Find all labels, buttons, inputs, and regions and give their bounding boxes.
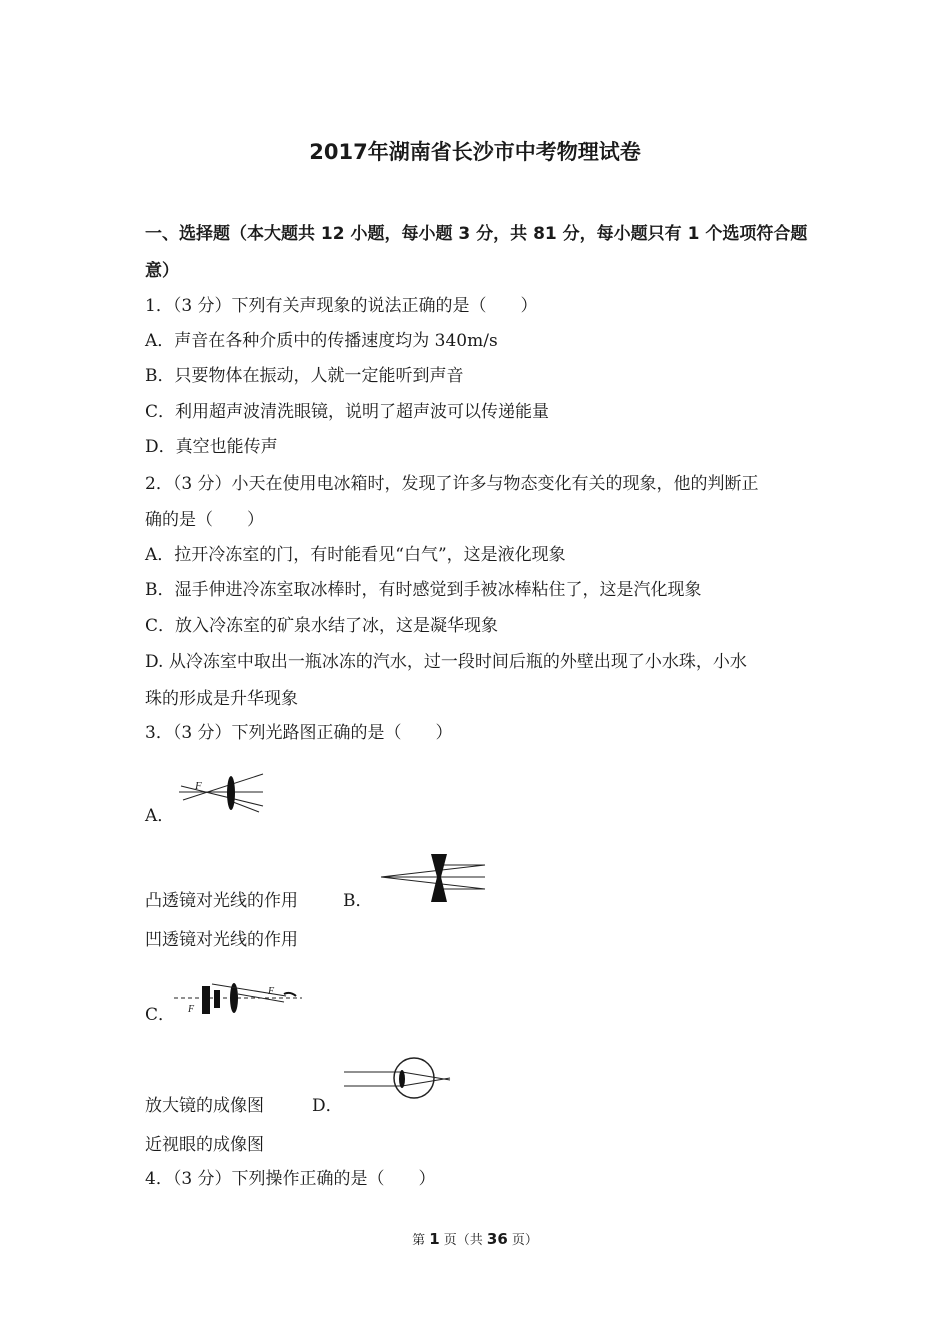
q1-option-a: A．声音在各种介质中的传播速度均为 340m/s <box>145 331 498 351</box>
footer-suffix: 页） <box>507 1233 538 1248</box>
focal-point-label-left: F <box>188 1004 195 1015</box>
magnifier-diagram <box>172 976 304 1020</box>
q2-stem-line2: 确的是（ ） <box>145 510 264 530</box>
q1-stem: 1．（3 分）下列有关声现象的说法正确的是（ ） <box>145 296 538 316</box>
q1-option-c: C．利用超声波清洗眼镜，说明了超声波可以传递能量 <box>145 402 550 422</box>
q3-option-a-label: A． <box>145 806 175 826</box>
q3-option-d-caption: 近视眼的成像图 <box>145 1135 264 1155</box>
exam-title: 2017年湖南省长沙市中考物理试卷 <box>309 140 641 164</box>
footer-prefix: 第 <box>412 1233 430 1248</box>
q3-option-c-label: C． <box>145 1005 176 1025</box>
q1-option-b: B．只要物体在振动，人就一定能听到声音 <box>145 366 464 386</box>
concave-lens-diagram <box>377 852 487 906</box>
q3-option-c-caption: 放大镜的成像图 <box>145 1096 264 1116</box>
q3-option-a-caption: 凸透镜对光线的作用 <box>145 891 298 911</box>
section-heading-line2: 意） <box>145 261 179 281</box>
total-page-count: 36 <box>486 1230 508 1248</box>
q1-option-d: D．真空也能传声 <box>145 437 278 457</box>
focal-point-label: F <box>195 780 202 792</box>
convex-lens-diagram <box>175 768 270 820</box>
q2-option-d-line2: 珠的形成是升华现象 <box>145 689 298 709</box>
section-heading-line1: 一、选择题（本大题共 12 小题，每小题 3 分，共 81 分，每小题只有 1 个选项符合题 <box>145 224 808 244</box>
q3-option-d-label: D． <box>312 1096 343 1116</box>
current-page-number: 1 <box>429 1230 440 1248</box>
q3-option-b-caption: 凹透镜对光线的作用 <box>145 930 298 950</box>
q4-stem: 4．（3 分）下列操作正确的是（ ） <box>145 1169 436 1189</box>
myopia-eye-diagram <box>342 1056 456 1100</box>
page-footer <box>0 1229 950 1248</box>
q2-option-c: C．放入冷冻室的矿泉水结了冰，这是凝华现象 <box>145 616 499 636</box>
q3-option-b-label: B． <box>343 891 373 911</box>
q2-option-a: A．拉开冷冻室的门，有时能看见“白气”，这是液化现象 <box>145 545 566 565</box>
q3-stem: 3．（3 分）下列光路图正确的是（ ） <box>145 723 453 743</box>
footer-mid: 页（共 <box>439 1233 487 1248</box>
focal-point-label-right: F <box>268 986 275 997</box>
q2-option-b: B．湿手伸进冷冻室取冰棒时，有时感觉到手被冰棒粘住了，这是汽化现象 <box>145 580 702 600</box>
q2-stem-line1: 2．（3 分）小天在使用电冰箱时，发现了许多与物态变化有关的现象，他的判断正 <box>145 474 759 494</box>
q2-option-d-line1: D. 从冷冻室中取出一瓶冰冻的汽水，过一段时间后瓶的外壁出现了小水珠，小水 <box>145 652 747 672</box>
